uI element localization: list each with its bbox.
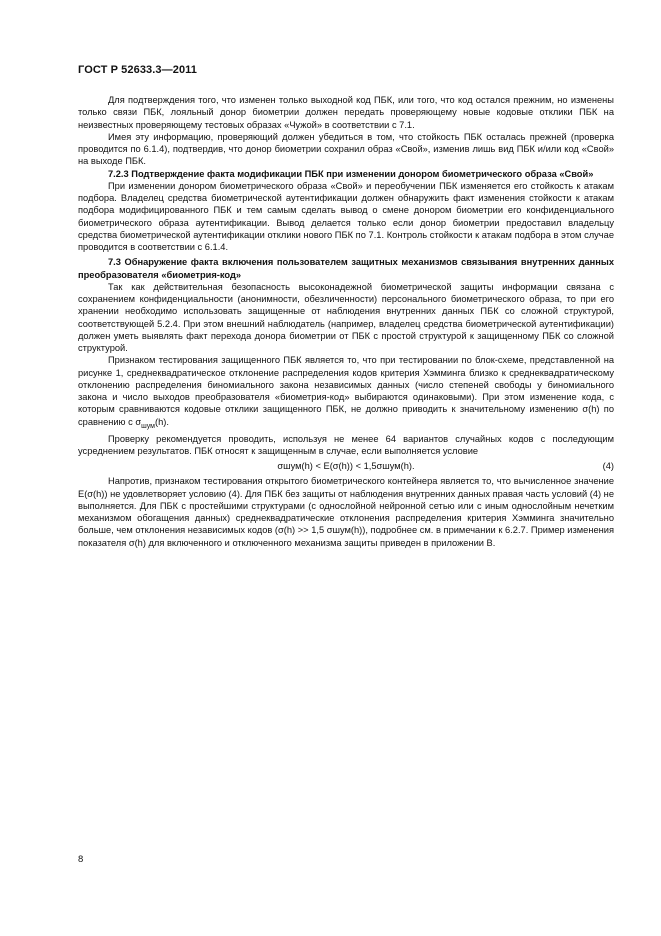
paragraph-3: При изменении донором биометрического образа «Свой» и переобучении ПБК изменяется его стойкость к атакам подбора. Владелец средства биометрической аутентификации должен обнаружить факт изменения стойкости к атакам подбора модифицированного ПБК и тем самым сделать вывод о смене донором биометрии его конфиденциального биометрического образа аутентификации. Вывод делается только если донор биометрии предоставил владельцу средства биометрической аутентификации отклики нового ПБК по 7.1. Контроль стойкости к атакам подбора в этом случае проводится в соответствии с 6.1.4. [78, 180, 614, 252]
formula-4 [78, 460, 614, 472]
standard-header: ГОСТ Р 52633.3—2011 [78, 64, 198, 76]
noise-subscript: шум [141, 422, 155, 430]
paragraph-5-text: Признаком тестирования защищенного ПБК является то, что при тестировании по блок-схеме, представленной на рисунке 1, среднеквадратическое отклонение распределения кодов критерия Хэмминга близко к среднеквадратическому отклонению распределения биномиального закона независимых данных (число степеней свободы у биномиального закона и число выходов преобразователя «биометрия-код» выбираются одинаковыми). При этом изменение кода, с которым сравниваются кодовые отклики защищенного ПБК, не должно приводить к значительному изменению [78, 355, 614, 415]
paragraph-5-text-b: (h) по сравнению с [78, 404, 614, 427]
sigma-symbol: σ [135, 416, 142, 427]
sigma-symbol: σ [582, 404, 589, 415]
paragraph-5-text-c: (h). [154, 416, 169, 427]
formula-expression: σшум(h) < E(σ(h)) < 1,5σшум(h). [277, 461, 415, 472]
paragraph-5 [78, 354, 614, 432]
paragraph-2: Имея эту информацию, проверяющий должен убедиться в том, что стойкость ПБК осталась прежней (проверка проводится по 6.1.4), подтвердив, что донор биометрии сохранил образ «Свой», изменив лишь вид ПБК и/или код «Свой» на выходе ПБК. [78, 131, 614, 167]
paragraph-7: Напротив, признаком тестирования открытого биометрического контейнера является то, что вычисленное значение E(σ(h)) не удовлетворяет условию (4). Для ПБК без защиты от наблюдения внутренних данных правая часть условий (4) не выполняется. Для ПБК с простейшими структурами (с однослойной нейронной сетью или с иным однослойным нечетким механизмом обогащения данных) среднеквадратические отклонения распределения критерия Хэмминга значительно больше, чем отклонения независимых кодов (σ(h) >> 1,5 σшум(h)), подробнее см. в примечании к 6.2.7. Пример изменения показателя σ(h) для включенного и отключенного механизма защиты приведен в приложении В. [78, 476, 614, 548]
section-heading-7-2-3: 7.2.3 Подтверждение факта модификации ПБК при изменении донором биометрического образа «Свой» [108, 168, 594, 179]
equation-number: (4) [602, 461, 614, 472]
page-number: 8 [78, 854, 84, 865]
document-body [78, 94, 614, 549]
paragraph-4: Так как действительная безопасность высоконадежной биометрической защиты информации связана с сохранением конфиденциальности (анонимности, обезличенности) персонального биометрического образа, то при его хранении необходимо использовать защищенные от наблюдения внутренних данных ПБК со сложной структурой, соответствующей 5.2.4. При этом внешний наблюдатель (например, владелец средства биометрической аутентификации) должен уметь выявлять факт перехода донора биометрии от ПБК с простой структурой к защищенному ПБК со сложной структурой. [78, 281, 614, 353]
paragraph-1: Для подтверждения того, что изменен только выходной код ПБК, или того, что код остался прежним, но изменены только связи ПБК, лояльный донор биометрии должен передать проверяющему новые кодовые отклики ПБК на неизвестных проверяющему тестовых образах «Чужой» в соответствии с 7.1. [78, 95, 614, 130]
section-heading-7-3: 7.3 Обнаружение факта включения пользователем защитных механизмов связывания внутренних данных преобразователя «биометрия-код» [78, 257, 614, 280]
paragraph-6: Проверку рекомендуется проводить, используя не менее 64 вариантов случайных кодов с последующим усреднением результатов. ПБК относят к защищенным в случае, если выполняется условие [78, 433, 614, 456]
